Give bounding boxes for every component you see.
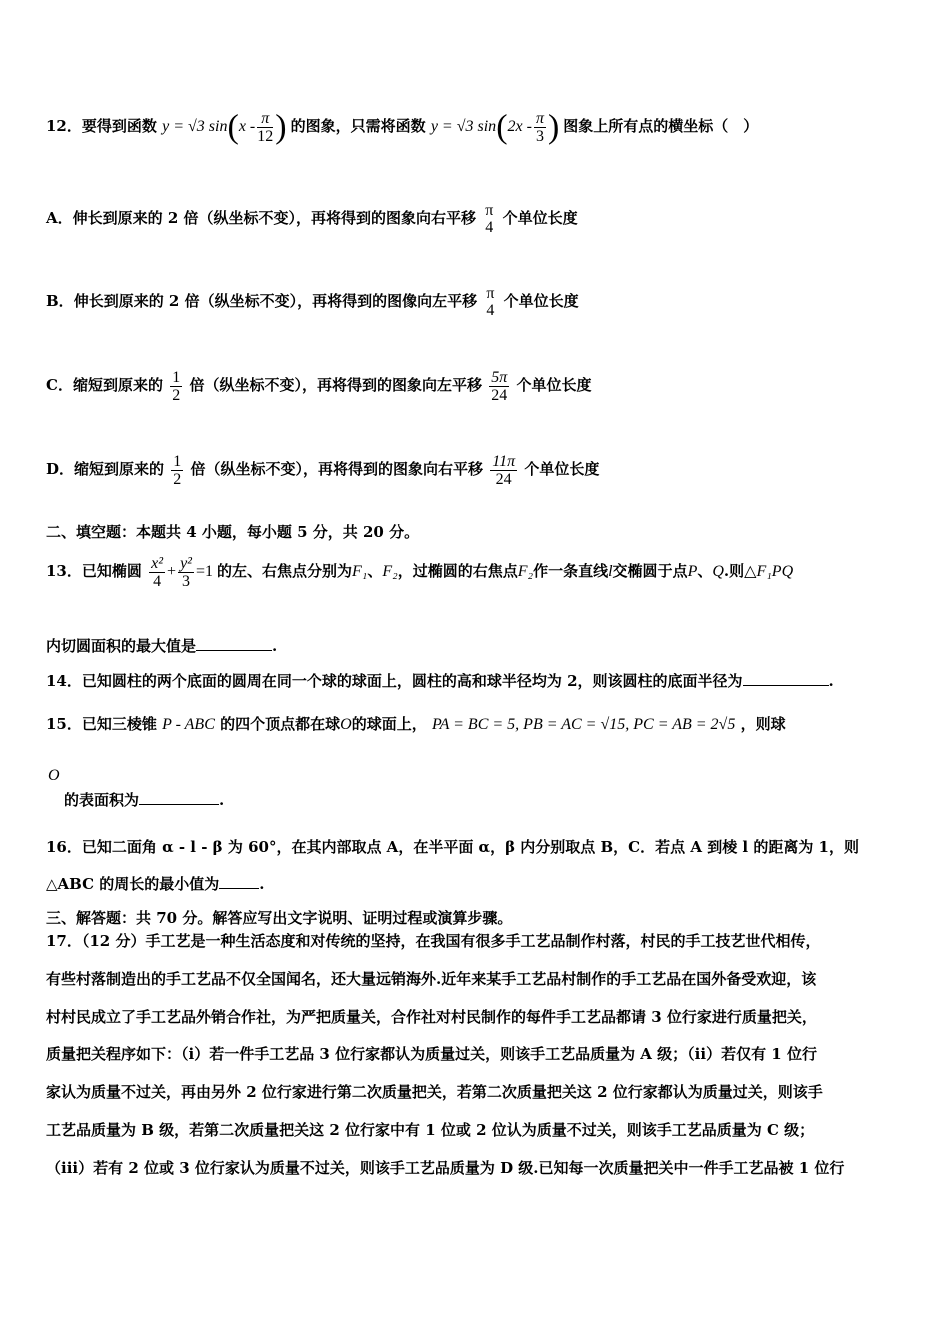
triangle-f1pq: △F₁PQ <box>744 563 794 580</box>
fraction: $\frac{1}{2}$ <box>172 368 181 404</box>
question-text: 的表面积为 <box>64 791 140 809</box>
question-number: 15． <box>46 715 82 733</box>
option-label: C． <box>46 376 73 394</box>
question-16-line-2 <box>46 873 265 894</box>
period: . <box>828 672 834 690</box>
question-text: 交椭圆于点 <box>612 562 688 580</box>
option-text: 伸长到原来的 2 倍（纵坐标不变），再将得到的图像向左平移 <box>73 292 478 310</box>
question-15 <box>46 705 786 743</box>
focus-f1: F₁ <box>352 563 368 580</box>
question-text: .则 <box>723 562 745 580</box>
section-heading-fill-blank: 二、填空题：本题共 4 小题，每小题 5 分，共 20 分。 <box>46 523 420 541</box>
tetrahedron-label: P - ABC <box>162 716 215 733</box>
answer-blank[interactable] <box>196 650 272 651</box>
question-number: 12． <box>46 117 82 135</box>
question-12 <box>46 104 758 148</box>
question-text: 已知圆柱的两个底面的圆周在同一个球的球面上，圆柱的高和球半径均为 2，则该圆柱的底面半径为 <box>81 672 743 690</box>
question-text: ，过椭圆的右焦点 <box>397 562 518 580</box>
question-17-line-3: 村村民成立了手工艺品外销合作社，为严把质量关，合作社对村民制作的每件手工艺品都请 3 位行家进行质量把关， <box>46 1008 817 1026</box>
option-d <box>46 441 599 497</box>
period: . <box>259 875 265 893</box>
focus-f2: F₂ <box>382 563 398 580</box>
sphere-o: O <box>340 716 352 733</box>
option-a <box>46 190 578 246</box>
answer-blank[interactable] <box>219 888 259 889</box>
question-text: 的左、右焦点分别为 <box>217 562 353 580</box>
function-formula-1: y = √3 sin(x - $\frac{\pi}{12}$ ) <box>162 108 287 146</box>
sphere-o: O <box>48 767 60 784</box>
option-b <box>46 273 579 329</box>
fraction: $\frac{5\pi}{24}$ <box>491 368 508 404</box>
option-c <box>46 357 591 413</box>
question-text: 图象上所有点的横坐标（ ） <box>563 117 759 135</box>
question-text: 的球面上， <box>351 715 427 733</box>
answer-blank[interactable] <box>743 685 829 686</box>
option-label: B． <box>46 292 74 310</box>
question-17-line-7: （iii）若有 2 位或 3 位行家认为质量不过关，则该手工艺品质量为 D 级.已知每一次质量把关中一件手工艺品被 1 位行 <box>46 1159 845 1177</box>
fraction: $\frac{1}{2}$ <box>173 452 182 488</box>
point-q: Q <box>712 563 724 580</box>
fraction: π 4 <box>485 202 494 236</box>
question-text: 的四个顶点都在球 <box>220 715 341 733</box>
question-text: 已知椭圆 <box>81 562 142 580</box>
edge-conditions: PA = BC = 5, PB = AC = √15, PC = AB = 2√5 <box>431 716 736 733</box>
option-text: 个单位长度 <box>524 460 600 478</box>
question-17-line-2: 有些村落制造出的手工艺品不仅全国闻名，还大量远销海外.近年来某手工艺品村制作的手工艺品在国外备受欢迎，该 <box>46 970 817 988</box>
separator: 、 <box>367 562 383 580</box>
answer-blank[interactable] <box>139 804 219 805</box>
question-13-line-2 <box>46 635 277 656</box>
option-text: 个单位长度 <box>516 376 592 394</box>
question-text: ，则球 <box>740 715 786 733</box>
question-number: 14． <box>46 672 82 690</box>
question-17-line-4: 质量把关程序如下：（i）若一件手工艺品 3 位行家都认为质量过关，则该手工艺品质量为 A 级；（ii）若仅有 1 位行 <box>46 1045 817 1063</box>
option-label: A． <box>46 209 73 227</box>
question-number: 16． <box>46 838 82 856</box>
question-text: 作一条直线 <box>533 562 609 580</box>
question-17-line-6: 工艺品质量为 B 级，若第二次质量把关这 2 位行家中有 1 位或 2 位认为质量不过关，则该手工艺品质量为 C 级； <box>46 1121 815 1139</box>
question-text: 的图象，只需将函数 <box>290 117 426 135</box>
question-15-line-2 <box>46 767 225 810</box>
question-text: 要得到函数 <box>81 117 157 135</box>
option-label: D． <box>46 460 75 478</box>
option-text: 倍（纵坐标不变），再将得到的图象向右平移 <box>190 460 484 478</box>
function-formula-2: y = √3 sin(2x - $\frac{\pi}{3}$ ) <box>430 108 560 146</box>
fraction: π 4 <box>486 285 495 319</box>
question-14 <box>46 670 834 691</box>
question-text: 已知三棱锥 <box>81 715 157 733</box>
option-text: 个单位长度 <box>502 209 578 227</box>
question-text: △ABC 的周长的最小值为 <box>46 875 220 893</box>
question-17-line-1: 17．（12 分）手工艺是一种生活态度和对传统的坚持，在我国有很多手工艺品制作村落，村民的手工技艺世代相传， <box>46 932 821 950</box>
option-text: 伸长到原来的 2 倍（纵坐标不变），再将得到的图象向右平移 <box>72 209 477 227</box>
question-16 <box>46 836 859 857</box>
point-p: P <box>687 563 698 580</box>
question-17-line-5: 家认为质量不过关，再由另外 2 位行家进行第二次质量把关，若第二次质量把关这 2 位行家都认为质量过关，则该手 <box>46 1083 823 1101</box>
ellipse-equation: $\frac{\text{x²}}{4}$ + $\frac{\text{y²}}{3}$ =1 <box>151 554 213 590</box>
fraction: $\frac{11\pi}{24}$ <box>492 452 516 488</box>
question-13 <box>46 548 793 594</box>
period: . <box>219 791 225 809</box>
period: . <box>272 637 278 655</box>
question-text: 已知二面角 α - l - β 为 60°，在其内部取点 A，在半平面 α，β 内分别取点 B，C．若点 A 到棱 l 的距离为 1，则 <box>81 838 859 856</box>
option-text: 个单位长度 <box>503 292 579 310</box>
option-text: 缩短到原来的 <box>72 376 163 394</box>
option-text: 倍（纵坐标不变），再将得到的图象向左平移 <box>189 376 482 394</box>
section-heading-solutions: 三、解答题：共 70 分。解答应写出文字说明、证明过程或演算步骤。 <box>46 909 513 927</box>
line-l: l <box>608 563 613 580</box>
option-text: 缩短到原来的 <box>74 460 165 478</box>
focus-f2: F₂ <box>517 563 534 580</box>
question-text: 内切圆面积的最大值是 <box>46 637 197 655</box>
separator: 、 <box>697 562 713 580</box>
question-number: 13． <box>46 562 82 580</box>
